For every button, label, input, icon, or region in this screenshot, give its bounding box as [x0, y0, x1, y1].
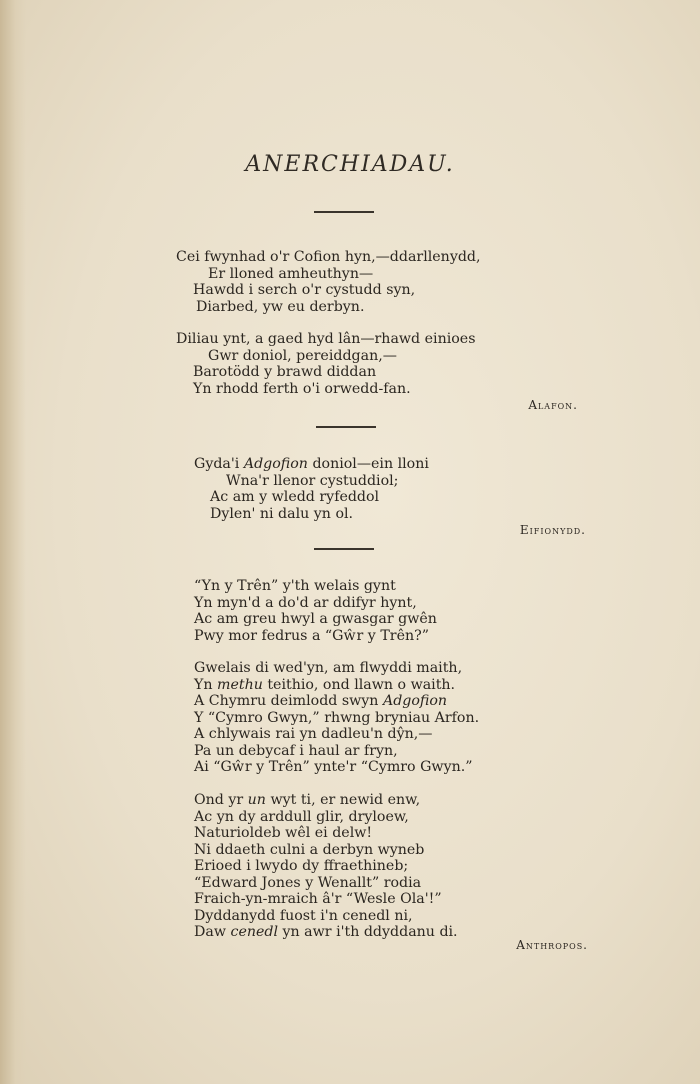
verse-line: Ni ddaeth culni a derbyn wyneb — [194, 841, 425, 858]
poem3-stanza1 — [194, 578, 437, 644]
poem1-stanza2 — [176, 331, 475, 397]
verse-line: Ai “Gŵr y Trên” ynte'r “Cymro Gwyn.” — [194, 759, 473, 775]
verse-line: Ond yr un wyt ti, er newid enw, — [194, 792, 421, 808]
verse-line: Gwr doniol, pereiddgan,— — [208, 347, 397, 364]
verse-line: Ac am greu hwyl a gwasgar gwên — [194, 611, 437, 627]
signature-eifionydd: Eifionydd. — [519, 523, 586, 537]
poem3-stanza2 — [194, 660, 479, 776]
poem1-stanza1 — [176, 249, 481, 315]
verse-line: Wna'r llenor cystuddiol; — [226, 472, 399, 489]
verse-line: Pwy mor fedrus a “Gŵr y Trên?” — [194, 627, 429, 644]
verse-line: Yn methu teithio, ond llawn o waith. — [194, 676, 456, 693]
verse-line: Pa un debycaf i haul ar fryn, — [194, 742, 398, 759]
verse-line: Hawdd i serch o'r cystudd syn, — [193, 282, 416, 298]
section-rule — [314, 548, 374, 550]
verse-line: Dylen' ni dalu yn ol. — [210, 505, 354, 522]
verse-line: Cei fwynhad o'r Cofion hyn,—ddarllenydd, — [176, 249, 481, 265]
title-rule — [314, 211, 374, 213]
poem3-stanza3 — [194, 792, 458, 941]
verse-line: Gyda'i Adgofion doniol—ein lloni — [194, 456, 429, 472]
verse-line: Barotödd y brawd diddan — [193, 364, 377, 380]
page-title: ANERCHIADAU. — [245, 152, 455, 177]
verse-line: Ac am y wledd ryfeddol — [210, 489, 380, 505]
verse-line: Naturioldeb wêl ei delw! — [194, 825, 373, 841]
poem2-stanza1 — [194, 456, 429, 522]
verse-line: “Edward Jones y Wenallt” rodia — [194, 874, 422, 891]
verse-line: Fraich-yn-mraich â'r “Wesle Ola'!” — [194, 891, 442, 907]
signature-anthropos: Anthropos. — [516, 938, 588, 952]
verse-line: Yn rhodd ferth o'i orwedd-fan. — [193, 380, 411, 397]
verse-line: A Chymru deimlodd swyn Adgofion — [194, 693, 448, 709]
verse-line: Diarbed, yw eu derbyn. — [196, 298, 365, 315]
signature-alafon: Alafon. — [528, 398, 578, 412]
verse-line: Y “Cymro Gwyn,” rhwng bryniau Arfon. — [194, 709, 480, 726]
verse-line: Yn myn'd a do'd ar ddifyr hynt, — [194, 594, 417, 611]
verse-line: A chlywais rai yn dadleu'n dŷn,— — [194, 726, 433, 742]
verse-line: Gwelais di wed'yn, am flwyddi maith, — [194, 660, 463, 676]
verse-line: Diliau ynt, a gaed hyd lân—rhawd einioes — [176, 331, 476, 347]
section-rule — [316, 426, 376, 428]
verse-line: Daw cenedl yn awr i'th ddyddanu di. — [194, 924, 458, 940]
verse-line: Dyddanydd fuost i'n cenedl ni, — [194, 907, 413, 924]
verse-line: “Yn y Trên” y'th welais gynt — [194, 578, 396, 594]
verse-line: Er lloned amheuthyn— — [208, 265, 374, 282]
verse-line: Ac yn dy arddull glir, dryloew, — [194, 808, 409, 825]
verse-line: Erioed i lwydo dy ffraethineb; — [194, 858, 409, 874]
